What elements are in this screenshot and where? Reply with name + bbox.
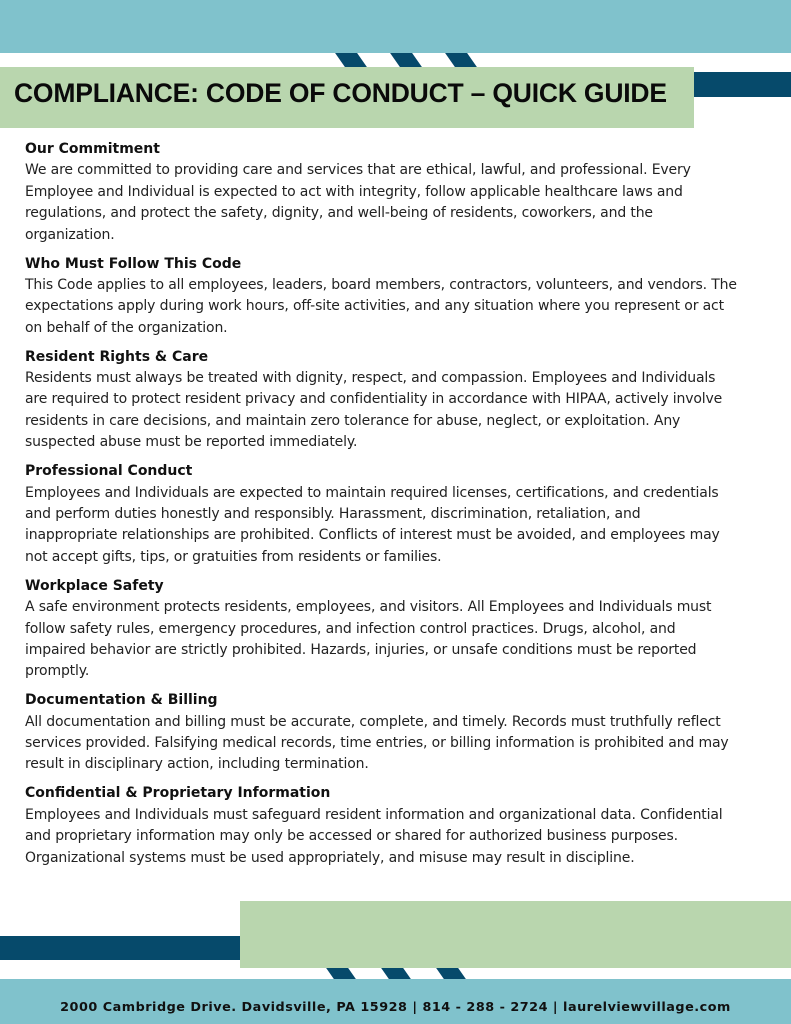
section-text-line: We are committed to providing care and services that are ethical, lawful, and professional. Every — [25, 162, 691, 179]
section-heading: Confidential & Proprietary Information — [25, 785, 331, 802]
document-body — [25, 139, 775, 877]
section-heading: Workplace Safety — [25, 577, 164, 594]
footer-contact: 2000 Cambridge Drive. Davidsville, PA 15928 | 814 - 288 - 2724 | laurelviewvillage.com — [60, 1000, 731, 1015]
section-text-line: All documentation and billing must be accurate, complete, and timely. Records must truthfully reflect — [25, 713, 721, 730]
decorative-bar — [694, 72, 791, 97]
section — [25, 576, 775, 683]
section-text-line: promptly. — [25, 663, 90, 680]
section — [25, 347, 775, 454]
section-text-line: Employees and Individuals are expected to maintain required licenses, certifications, and credentials — [25, 484, 719, 501]
header-band — [0, 0, 791, 53]
section — [25, 783, 775, 869]
section-text-line: and perform duties honestly and responsibly. Harassment, discrimination, retaliation, and — [25, 506, 641, 522]
decorative-stripe — [445, 53, 477, 67]
decorative-stripe — [335, 53, 367, 67]
page-title: COMPLIANCE: CODE OF CONDUCT – QUICK GUIDE — [14, 78, 667, 108]
section-heading: Resident Rights & Care — [25, 348, 209, 365]
section-text-line: regulations, and protect the safety, dignity, and well-being of residents, coworkers, and the — [25, 205, 653, 222]
section — [25, 254, 775, 340]
section-text-line: organization. — [25, 226, 115, 243]
footer-banner — [240, 901, 791, 968]
section-text-line: are required to protect resident privacy and confidentiality in accordance with HIPAA, actively involve — [25, 391, 723, 408]
section-text-line: This Code applies to all employees, leaders, board members, contractors, volunteers, and vendors. The — [25, 276, 737, 293]
section — [25, 461, 775, 568]
section-text-line: not accept gifts, tips, or gratuities from residents or families. — [25, 548, 442, 565]
section-text-line: expectations apply during work hours, off-site activities, and any situation where you represent or act — [25, 298, 724, 315]
section-heading: Professional Conduct — [25, 463, 193, 480]
section-text-line: Residents must always be treated with dignity, respect, and compassion. Employees and Individuals — [25, 370, 716, 387]
section-text-line: residents in care decisions, and maintain zero tolerance for abuse, neglect, or exploitation. Any — [25, 412, 681, 429]
decorative-stripe — [390, 53, 422, 67]
decorative-bar — [0, 936, 240, 960]
section-text-line: follow safety rules, emergency procedures, and infection control practices. Drugs, alcohol, and — [25, 620, 676, 637]
section-text-line: suspected abuse must be reported immediately. — [25, 434, 358, 451]
section-heading: Who Must Follow This Code — [25, 255, 242, 272]
section-text-line: and proprietary information may only be accessed or shared for authorized business purposes. — [25, 828, 678, 845]
section-heading: Documentation & Billing — [25, 692, 218, 709]
section — [25, 690, 775, 776]
section-text-line: inappropriate relationships are prohibited. Conflicts of interest must be avoided, and employees may — [25, 527, 720, 544]
section-text-line: Employees and Individuals must safeguard resident information and organizational data. Confidential — [25, 806, 723, 823]
section-text-line: Employee and Individual is expected to act with integrity, follow applicable healthcare laws and — [25, 183, 683, 200]
decorative-stripe — [326, 968, 356, 979]
section — [25, 139, 775, 246]
section-heading: Our Commitment — [25, 141, 160, 157]
section-text-line: impaired behavior are strictly prohibited. Hazards, injuries, or unsafe conditions must be reported — [25, 641, 697, 658]
section-text-line: on behalf of the organization. — [25, 319, 228, 336]
section-text-line: Organizational systems must be used appropriately, and misuse may result in discipline. — [25, 849, 635, 866]
section-text-line: result in disciplinary action, including termination. — [25, 756, 369, 773]
decorative-stripe — [436, 968, 466, 979]
section-text-line: services provided. Falsifying medical records, time entries, or billing information is prohibited and may — [25, 735, 729, 752]
section-text-line: A safe environment protects residents, employees, and visitors. All Employees and Individuals must — [25, 599, 712, 616]
decorative-stripe — [381, 968, 411, 979]
